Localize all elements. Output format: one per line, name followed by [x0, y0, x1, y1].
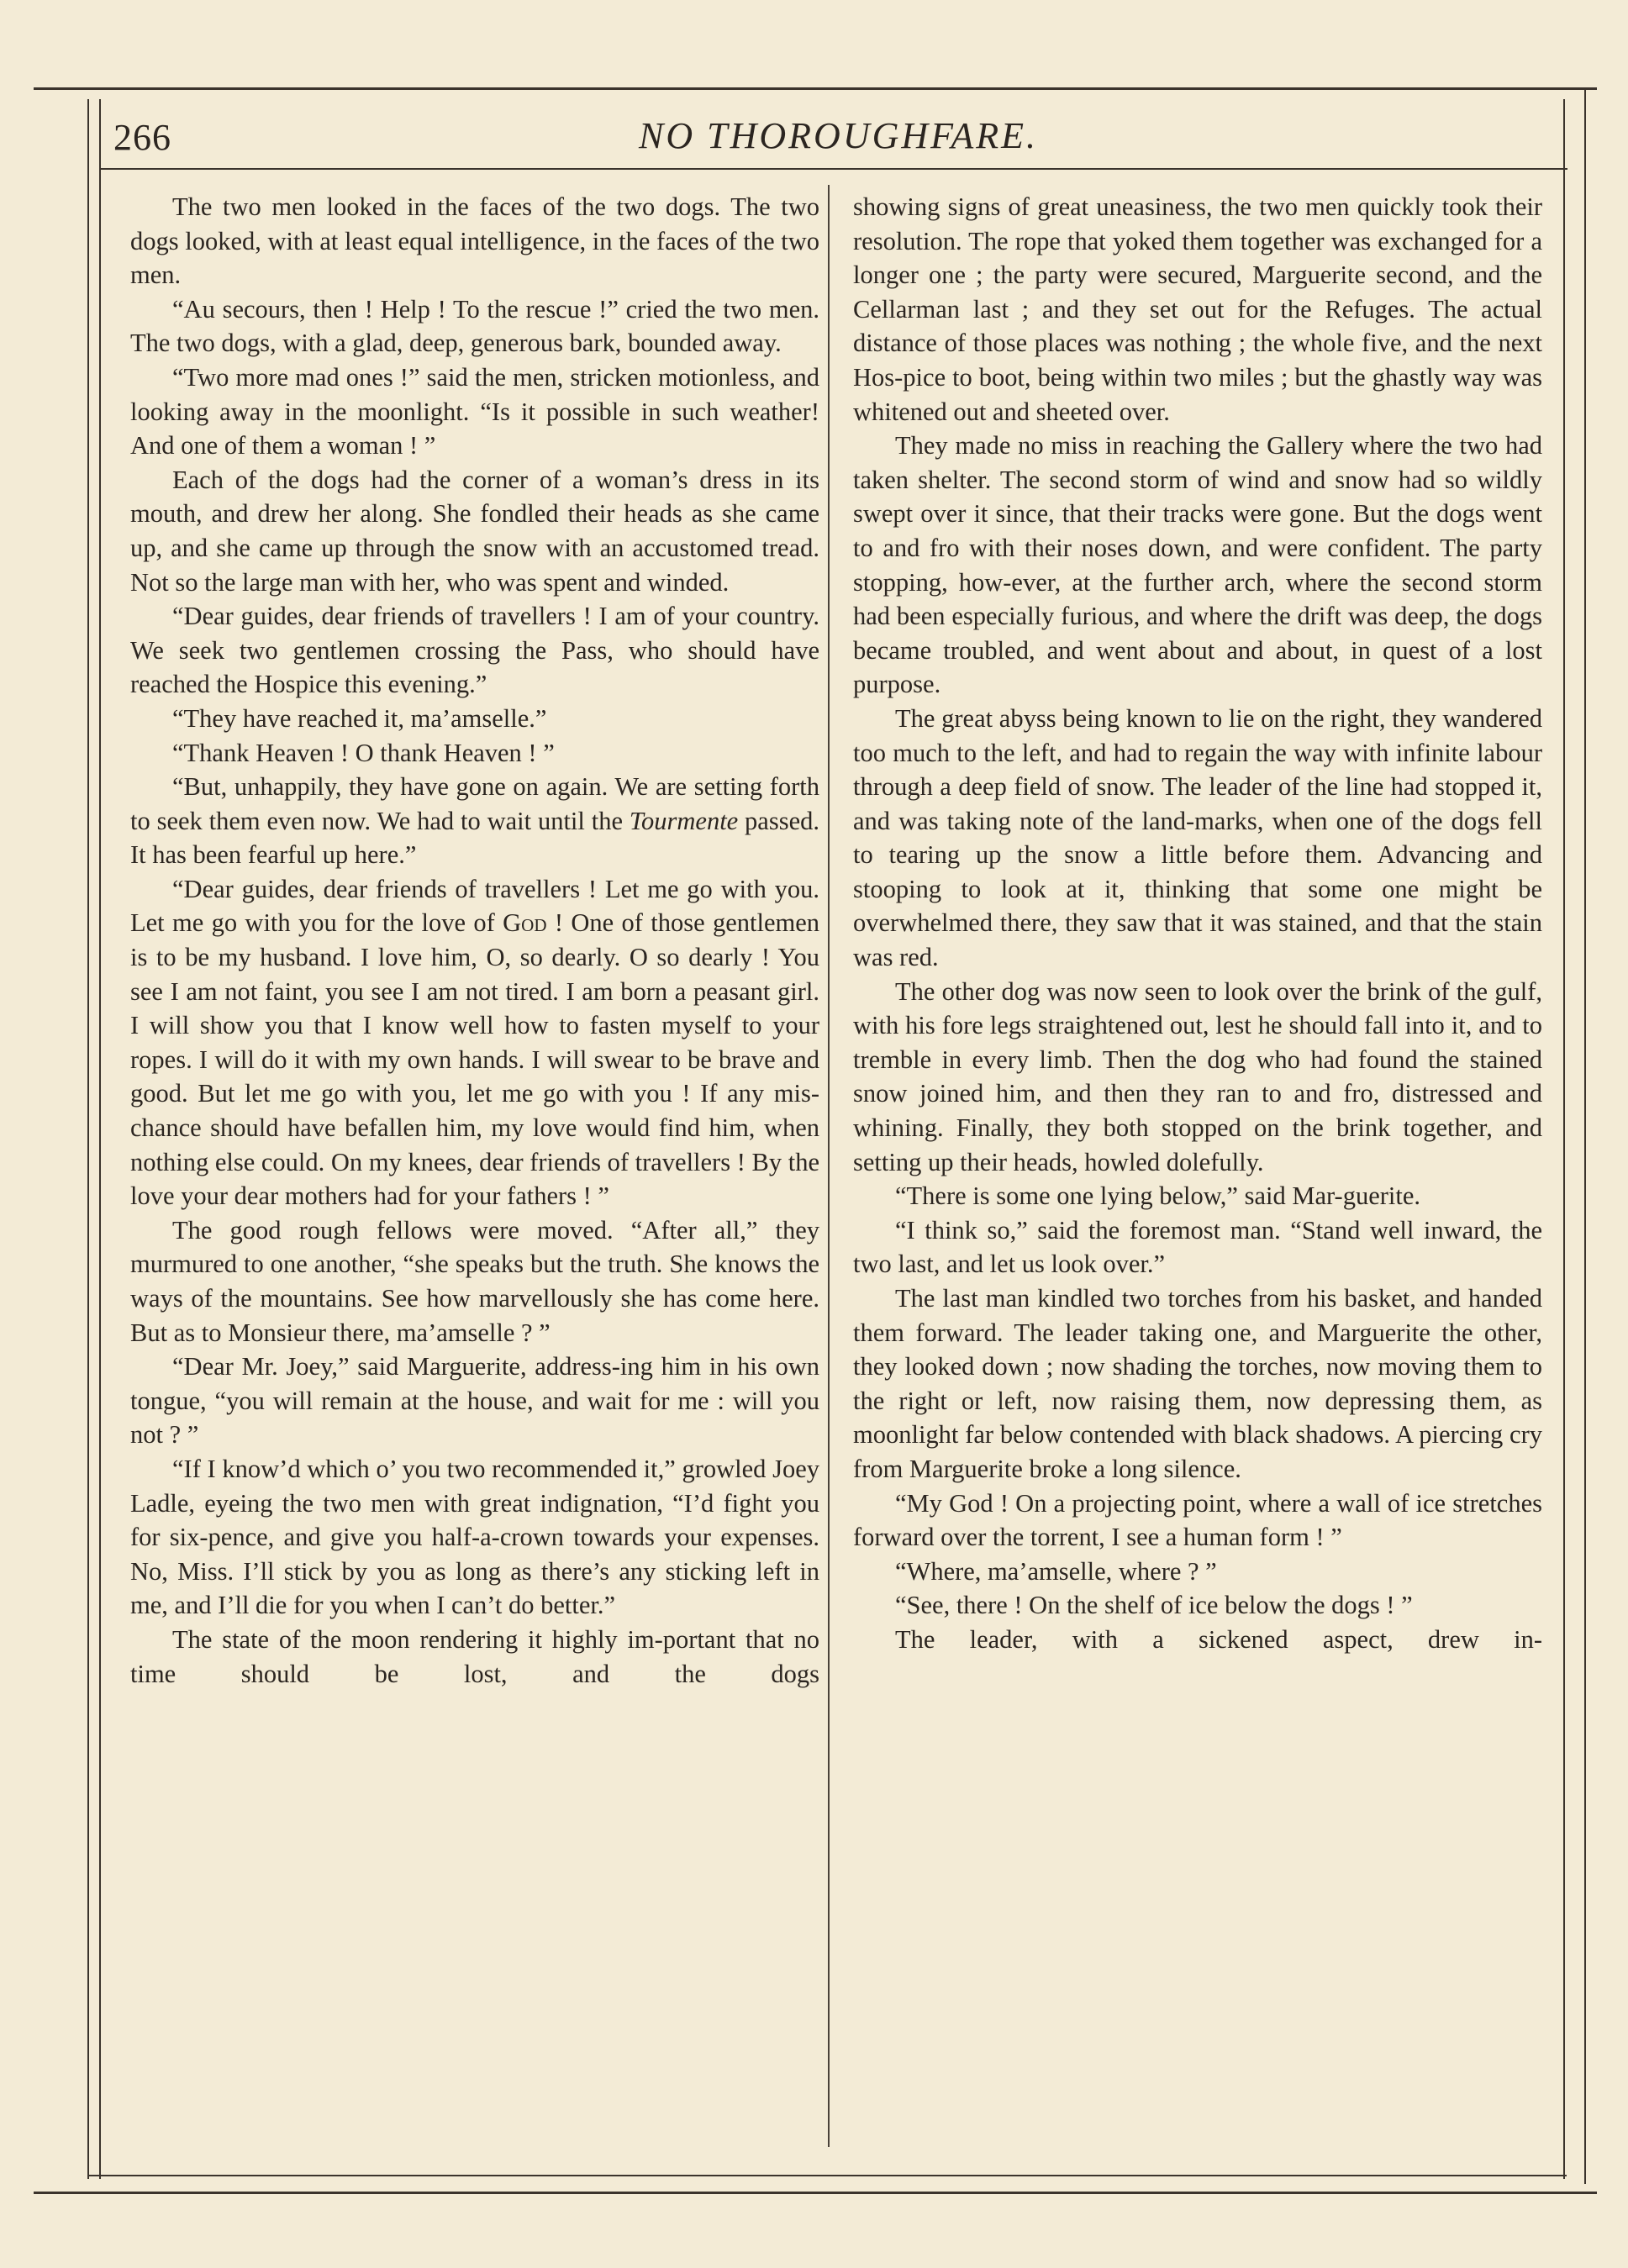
- paragraph: [130, 736, 819, 771]
- running-title: NO THOROUGHFARE.: [639, 115, 1038, 156]
- paragraph-text: ! One of those gentlemen is to be my husband. I love him, O, so dearly. O so dearly ! You see I am not faint, you see I am not tired. I am born a peasant girl. I will show you that I know well how to fasten myself to your ropes. I will do it with my own hands. I will swear to be brave and good. But let me go with you, let me go with you ! If any mis-chance should have befallen him, my love would find him, when nothing else could. On my knees, dear friends of travellers ! By the love your dear mothers had for your fathers ! ”: [130, 908, 819, 1211]
- paragraph: [130, 292, 819, 360]
- paragraph-text: “Thank Heaven ! O thank Heaven ! ”: [172, 738, 555, 767]
- paragraph-text: Each of the dogs had the corner of a woman’s dress in its mouth, and drew her along. She fondled their heads as she came up, and she came up through the snow with an accustomed tread. Not so the large man with her, who was spent and winded.: [130, 465, 819, 597]
- paragraph: [130, 770, 819, 872]
- paragraph-text: “I think so,” said the foremost man. “Stand well inward, the two last, and let us look over.”: [853, 1215, 1542, 1279]
- paragraph-text: passed. It has been fearful up here.”: [130, 806, 819, 870]
- paragraph: [853, 702, 1542, 975]
- page-header: [113, 109, 1563, 168]
- paragraph-text: “See, there ! On the shelf of ice below the dogs ! ”: [895, 1591, 1413, 1620]
- paragraph-text: The good rough fellows were moved. “After all,” they murmured to one another, “she speaks but the truth. She knows the ways of the mountains. See how marvellously she has come here. But as to Monsieur there, ma’amselle ? ”: [130, 1215, 819, 1347]
- paragraph: [853, 1588, 1542, 1623]
- paragraph: [853, 1487, 1542, 1555]
- italic-term: Tourmente: [629, 806, 739, 835]
- paragraph: [853, 190, 1542, 429]
- left-border: [87, 99, 89, 2179]
- paragraph-text: The other dog was now seen to look over the brink of the gulf, with his fore legs straightened out, lest he should fall into it, and to tremble in every limb. Then the dog who had found the stained snow joined him, and then they ran to and fro, distressed and whining. Finally, they both stopped on the brink together, and setting up their heads, howled dolefully.: [853, 976, 1542, 1176]
- right-border-outer: [1584, 87, 1586, 2184]
- paragraph: [130, 463, 819, 599]
- right-column: [853, 190, 1542, 1657]
- paragraph: [853, 1179, 1542, 1213]
- paragraph-text: “Where, ma’amselle, where ? ”: [895, 1556, 1217, 1586]
- paragraph-text: They made no miss in reaching the Gallery where the two had taken shelter. The second storm of wind and snow had so wildly swept over it since, that their tracks were gone. But the dogs went to and fro with their noses down, and were confident. The party stopping, how-ever, at the further arch, where the second storm had been especially furious, and where the drift was deep, the dogs became troubled, and went about and about, in quest of a lost purpose.: [853, 431, 1542, 699]
- paragraph-text: “Dear guides, dear friends of travellers ! I am of your country. We seek two gentlemen crossing the Pass, who should have reached the Hospice this evening.”: [130, 602, 819, 699]
- paragraph-text: The last man kindled two torches from his basket, and handed them forward. The leader taking one, and Marguerite the other, they looked down ; now shading the torches, now moving them to the right or left, now raising them, now depressing them, as moonlight far below contended with black shadows. A piercing cry from Marguerite broke a long silence.: [853, 1284, 1542, 1483]
- small-caps-term: God: [503, 908, 547, 938]
- paragraph: [130, 360, 819, 463]
- paragraph-text: “My God ! On a projecting point, where a wall of ice stretches forward over the torrent, I see a human form ! ”: [853, 1488, 1542, 1552]
- right-border: [1563, 99, 1565, 2179]
- paragraph: [853, 1623, 1542, 1657]
- column-divider: [828, 185, 830, 2147]
- paragraph-text: “If I know’d which o’ you two recommended it,” growled Joey Ladle, eyeing the two men with great indignation, “I’d fight you for six-pence, and give you half-a-crown towards your expenses. No, Miss. I’ll stick by you as long as there’s any sticking left in me, and I’ll die for you when I can’t do better.”: [130, 1454, 819, 1620]
- paragraph: [130, 702, 819, 736]
- bottom-rule-inner: [87, 2175, 1567, 2176]
- top-rule: [34, 87, 1597, 90]
- paragraph-text: “There is some one lying below,” said Mar-guerite.: [895, 1181, 1420, 1211]
- paragraph-text: The state of the moon rendering it highly im-portant that no time should be lost, and the dogs: [130, 1624, 819, 1688]
- header-rule: [101, 168, 1567, 170]
- paragraph: [130, 1452, 819, 1623]
- paragraph-text: The two men looked in the faces of the two dogs. The two dogs looked, with at least equal intelligence, in the faces of the two men.: [130, 192, 819, 290]
- paragraph: [853, 1281, 1542, 1487]
- left-column: [130, 190, 819, 1691]
- paragraph: [130, 1623, 819, 1691]
- paragraph-text: “Dear guides, dear friends of travellers ! Let me go with you. Let me go with you for the love of: [130, 874, 819, 938]
- paragraph: [853, 429, 1542, 702]
- left-border-inner: [99, 99, 101, 2179]
- paragraph: [130, 1350, 819, 1452]
- paragraph: [130, 599, 819, 702]
- paragraph-text: The leader, with a sickened aspect, drew in-: [895, 1624, 1542, 1654]
- paragraph: [853, 1555, 1542, 1589]
- page-number: 266: [113, 117, 171, 158]
- paragraph-text: The great abyss being known to lie on the right, they wandered too much to the left, and had to regain the way with infinite labour through a deep field of snow. The leader of the line had stopped it, and was taking note of the land-marks, when one of the dogs fell to tearing up the snow a little before them. Advancing and stooping to look at it, thinking that some one might be overwhelmed there, they saw that it was stained, and that the stain was red.: [853, 703, 1542, 972]
- bottom-rule-outer: [34, 2192, 1597, 2194]
- paragraph: [130, 190, 819, 292]
- paragraph: [130, 1213, 819, 1350]
- paragraph: [130, 872, 819, 1213]
- paragraph-text: “Au secours, then ! Help ! To the rescue !” cried the two men. The two dogs, with a glad, deep, generous bark, bounded away.: [130, 294, 819, 358]
- paragraph: [853, 1213, 1542, 1281]
- paragraph-text: “They have reached it, ma’amselle.”: [172, 703, 547, 733]
- paragraph-text: “But, unhappily, they have gone on again. We are setting forth to seek them even now. We had to wait until the: [130, 772, 819, 835]
- paragraph: [853, 975, 1542, 1180]
- paragraph-text: “Dear Mr. Joey,” said Marguerite, address-ing him in his own tongue, “you will remain at the house, and wait for me : will you not ? ”: [130, 1352, 819, 1450]
- paragraph-text: “Two more mad ones !” said the men, stricken motionless, and looking away in the moonlight. “Is it possible in such weather! And one of them a woman ! ”: [130, 362, 819, 460]
- paragraph-text: showing signs of great uneasiness, the two men quickly took their resolution. The rope that yoked them together was exchanged for a longer one ; the party were secured, Marguerite second, and the Cellarman last ; and they set out for the Refuges. The actual distance of those places was nothing ; the whole five, and the next Hos-pice to boot, being within two miles ; but the ghastly way was whitened out and sheeted over.: [853, 192, 1542, 426]
